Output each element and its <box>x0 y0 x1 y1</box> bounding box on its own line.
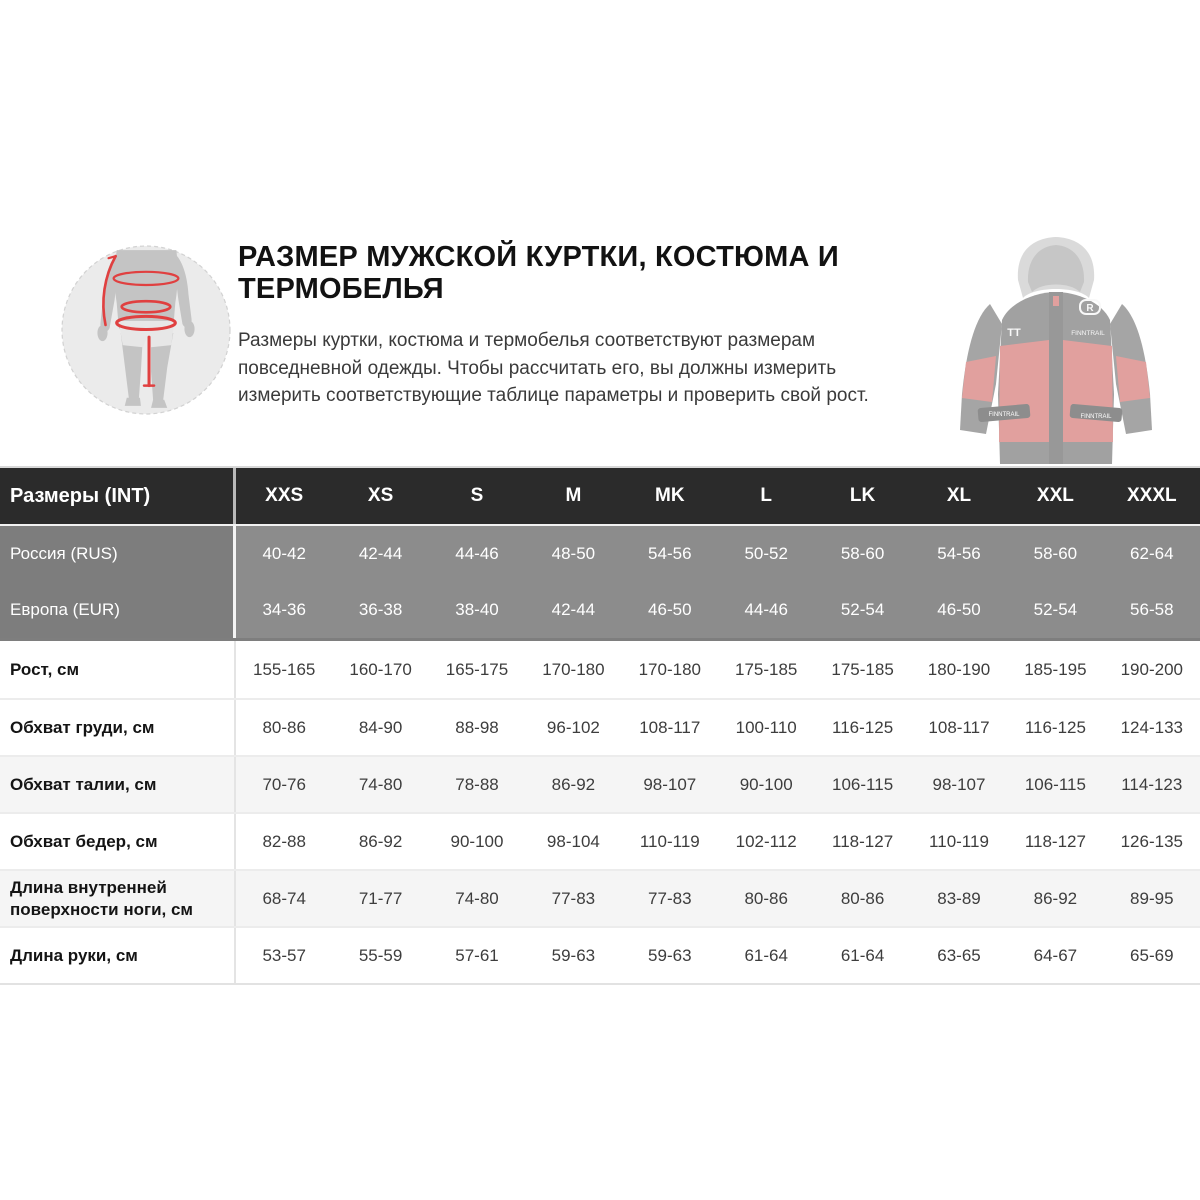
size-value: 90-100 <box>450 831 504 851</box>
size-value: 58-60 <box>814 526 910 582</box>
strap-brand-label-left: FINNTRAIL <box>988 412 1020 418</box>
product-jacket-image <box>952 234 1160 470</box>
size-value: 68-74 <box>262 888 306 908</box>
row-label: Рост, см <box>0 641 236 698</box>
size-value: 40-42 <box>236 526 332 582</box>
size-value: 59-63 <box>551 945 596 965</box>
chest-logo-tt: TT <box>1007 327 1021 339</box>
measure-rows <box>0 641 1200 983</box>
size-value: 70-76 <box>262 774 306 794</box>
size-value: 86-92 <box>551 774 596 794</box>
row-label: Обхват груди, см <box>0 700 236 755</box>
size-value: 88-98 <box>455 717 499 737</box>
size-value: 108-117 <box>639 717 701 737</box>
size-value: 44-46 <box>718 582 814 638</box>
table-row-measure <box>0 926 1200 983</box>
size-value: 80-86 <box>840 888 885 908</box>
size-value: 53-57 <box>262 945 306 965</box>
size-value: 55-59 <box>358 945 403 965</box>
size-value: 61-64 <box>840 945 885 965</box>
size-value: 77-83 <box>551 888 596 908</box>
size-table <box>0 466 1200 985</box>
size-value: 89-95 <box>1130 888 1174 908</box>
size-value: 124-133 <box>1120 717 1183 737</box>
table-row-region <box>0 582 1200 638</box>
size-column-header-lk: LK <box>814 468 910 524</box>
strap-brand-label-right: FINNTRAIL <box>1080 414 1112 420</box>
table-row-measure <box>0 698 1200 755</box>
size-value: 74-80 <box>455 888 499 908</box>
jacket-illustration <box>952 234 1160 470</box>
size-value: 116-125 <box>1024 717 1086 737</box>
size-value: 160-170 <box>349 659 412 679</box>
size-value: 50-52 <box>718 526 814 582</box>
shoulder-badge-r: R <box>1086 303 1094 314</box>
size-value: 102-112 <box>735 831 797 851</box>
size-value: 165-175 <box>445 659 509 679</box>
table-row-region <box>0 526 1200 582</box>
size-value: 52-54 <box>1007 582 1103 638</box>
size-value: 98-107 <box>643 774 697 794</box>
table-row-measure <box>0 869 1200 926</box>
size-value: 54-56 <box>622 526 718 582</box>
size-value: 64-67 <box>1033 945 1078 965</box>
size-value: 170-180 <box>542 659 605 679</box>
size-value: 110-119 <box>929 831 989 851</box>
size-value: 80-86 <box>262 717 306 737</box>
body-measurement-illustration <box>60 244 232 416</box>
size-value: 56-58 <box>1104 582 1200 638</box>
size-value: 84-90 <box>358 717 403 737</box>
size-column-header-mk: MK <box>622 468 718 524</box>
size-value: 42-44 <box>525 582 621 638</box>
size-column-header-xs: XS <box>332 468 428 524</box>
size-value: 175-185 <box>735 659 798 679</box>
table-header-row <box>0 468 1200 526</box>
size-value: 46-50 <box>622 582 718 638</box>
region-rows <box>0 526 1200 641</box>
size-value: 48-50 <box>525 526 621 582</box>
row-label: Длина внутренней поверхности ноги, см <box>0 871 236 926</box>
size-value: 155-165 <box>253 659 316 679</box>
size-value: 90-100 <box>739 774 793 794</box>
size-column-header-xl: XL <box>911 468 1007 524</box>
size-value: 185-195 <box>1024 659 1087 679</box>
size-value: 59-63 <box>648 945 692 965</box>
size-value: 42-44 <box>332 526 428 582</box>
row-label: Россия (RUS) <box>0 526 236 582</box>
size-value: 80-86 <box>744 888 788 908</box>
size-value: 114-123 <box>1121 774 1183 794</box>
size-value: 54-56 <box>911 526 1007 582</box>
size-value: 86-92 <box>358 831 403 851</box>
page-description: Размеры куртки, костюма и термобелья соответствуют размерам повседневной одежды. Чтобы рассчитать его, вы должны измерить измерить соответствующие таблице параметры и проверить свой рост. <box>238 330 869 407</box>
size-column-header-s: S <box>429 468 525 524</box>
row-label: Длина руки, см <box>0 928 236 983</box>
size-value: 34-36 <box>236 582 332 638</box>
row-label: Европа (EUR) <box>0 582 236 638</box>
size-column-header-l: L <box>718 468 814 524</box>
size-value: 63-65 <box>937 945 981 965</box>
size-value: 77-83 <box>648 888 692 908</box>
size-value: 61-64 <box>744 945 788 965</box>
size-value: 118-127 <box>1024 831 1086 851</box>
table-row-measure <box>0 755 1200 812</box>
size-value: 52-54 <box>814 582 910 638</box>
table-row-measure <box>0 641 1200 698</box>
size-column-header-m: M <box>525 468 621 524</box>
page-title: РАЗМЕР МУЖСКОЙ КУРТКИ, КОСТЮМА И ТЕРМОБЕЛЬЯ <box>238 241 839 305</box>
size-value: 82-88 <box>262 831 306 851</box>
size-value: 96-102 <box>546 717 600 737</box>
size-value: 58-60 <box>1007 526 1103 582</box>
size-value: 190-200 <box>1120 659 1183 679</box>
size-value: 118-127 <box>832 831 894 851</box>
body-figure-icon <box>60 244 232 416</box>
size-value: 170-180 <box>638 659 701 679</box>
size-value: 110-119 <box>639 831 700 851</box>
size-column-header-xxxl: XXXL <box>1104 468 1200 524</box>
size-value: 86-92 <box>1033 888 1078 908</box>
size-value: 100-110 <box>735 717 797 737</box>
size-value: 126-135 <box>1120 831 1183 851</box>
size-value: 180-190 <box>927 659 991 679</box>
size-value: 106-115 <box>1024 774 1086 794</box>
size-value: 65-69 <box>1130 945 1174 965</box>
row-label: Обхват талии, см <box>0 757 236 812</box>
corner-label: Размеры (INT) <box>0 468 236 524</box>
size-value: 83-89 <box>937 888 981 908</box>
size-column-header-xxs: XXS <box>236 468 332 524</box>
size-value: 98-107 <box>932 774 986 794</box>
size-value: 44-46 <box>429 526 525 582</box>
chest-brand-label: FINNTRAIL <box>1071 330 1105 337</box>
size-value: 36-38 <box>332 582 428 638</box>
size-value: 71-77 <box>358 888 403 908</box>
size-value: 78-88 <box>455 774 499 794</box>
size-value: 106-115 <box>832 774 894 794</box>
size-value: 116-125 <box>832 717 894 737</box>
size-value: 175-185 <box>831 659 894 679</box>
size-value: 38-40 <box>429 582 525 638</box>
size-column-header-xxl: XXL <box>1007 468 1103 524</box>
row-label: Обхват бедер, см <box>0 814 236 869</box>
size-value: 98-104 <box>546 831 600 851</box>
size-value: 62-64 <box>1104 526 1200 582</box>
size-value: 108-117 <box>928 717 990 737</box>
table-row-measure <box>0 812 1200 869</box>
size-value: 74-80 <box>358 774 403 794</box>
size-value: 57-61 <box>455 945 499 965</box>
size-value: 46-50 <box>911 582 1007 638</box>
